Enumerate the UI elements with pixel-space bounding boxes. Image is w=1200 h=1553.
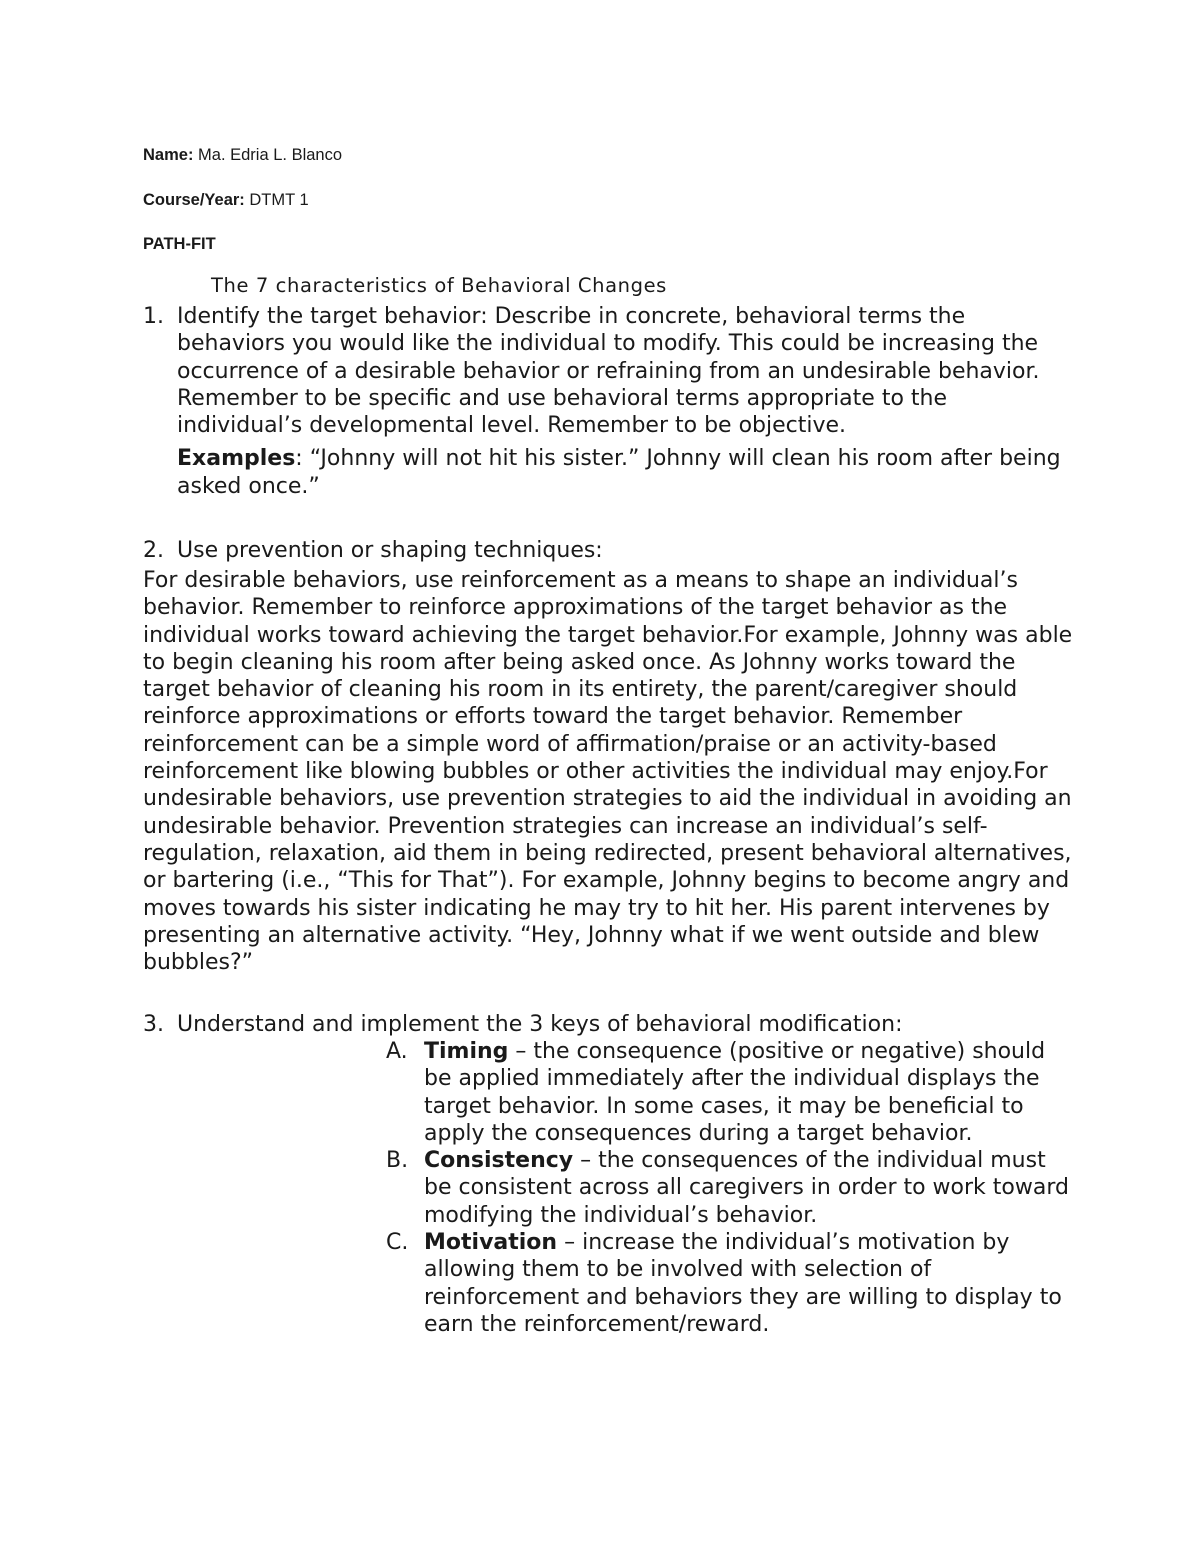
course-value: DTMT 1 (249, 191, 309, 209)
student-name-line (143, 146, 342, 165)
sub-item-text (424, 1147, 1076, 1229)
sub-item-term: Motivation (424, 1230, 558, 1256)
course-label: Course/Year: (143, 191, 245, 209)
sub-item-term: Timing (424, 1039, 509, 1064)
examples-label: Examples (177, 446, 296, 472)
item-heading: Understand and implement the 3 keys of behavioral modification: (177, 1012, 903, 1037)
item-paragraph: For desirable behaviors, use reinforcement as a means to shape an individual’s behavior. Remember to reinforce approximations of the target behavior as the individual works toward achieving the target behavior.For example, Johnny was able to begin cleaning his room after being asked once. As Johnny works toward the target behavior of cleaning his room in its entirety, the parent/caregiver should reinforce approximations or efforts toward the target behavior. Remember reinforcement can be a simple word of affirmation/praise or an activity-based reinforcement like blowing bubbles or other activities the individual may enjoy.For undesirable behaviors, use prevention strategies to aid the individual in avoiding an undesirable behavior. Prevention strategies can increase an individual’s self-regulation, relaxation, aid them in being redirected, present behavioral alternatives, or bartering (i.e., “This for That”). For example, Johnny begins to become angry and moves towards his sister indicating he may try to hit her. His parent intervenes by presenting an alternative activity. “Hey, Johnny what if we went outside and blew bubbles?” (143, 568, 1073, 976)
sub-item-consistency (386, 1147, 1076, 1229)
document-title: The 7 characteristics of Behavioral Changes (211, 274, 667, 297)
sub-item-motivation (386, 1229, 1076, 1338)
subject-label: PATH-FIT (143, 235, 216, 253)
sub-item-text (424, 1229, 1076, 1338)
item-number: 1. (143, 304, 164, 329)
item-body (177, 303, 1077, 500)
sub-item-description: – the consequences of the individual must be consistent across all caregivers in order to work toward modifying the individual’s behavior. (424, 1148, 1069, 1228)
name-label: Name: (143, 146, 194, 164)
examples-line (177, 445, 1077, 500)
sub-item-timing (386, 1038, 1076, 1147)
sub-item-text (424, 1038, 1076, 1147)
sub-item-term: Consistency (424, 1148, 574, 1174)
sub-item-letter: C. (386, 1230, 409, 1256)
sub-item-letter: A. (386, 1039, 408, 1064)
sub-item-description: – the consequence (positive or negative) should be applied immediately after the individual displays the target behavior. In some cases, it may be beneficial to apply the consequences during a target behavior. (424, 1039, 1046, 1146)
subject-line (143, 235, 216, 254)
item-heading: Use prevention or shaping techniques: (177, 538, 603, 563)
name-value: Ma. Edria L. Blanco (198, 146, 343, 164)
item-text: Identify the target behavior: Describe in concrete, behavioral terms the behaviors you would like the individual to modify. This could be increasing the occurrence of a desirable behavior or refraining from an undesirable behavior. Remember to be specific and use behavioral terms appropriate to the individual’s developmental level. Remember to be objective. (177, 304, 1040, 439)
item-number: 2. (143, 538, 164, 563)
sub-list (386, 1038, 1076, 1338)
item-number: 3. (143, 1012, 164, 1037)
course-year-line (143, 191, 309, 210)
sub-item-letter: B. (386, 1148, 409, 1174)
sub-item-description: – increase the individual’s motivation by allowing them to be involved with selection of reinforcement and behaviors they are willing to display to earn the reinforcement/reward. (424, 1230, 1062, 1337)
examples-text: : “Johnny will not hit his sister.” Johnny will clean his room after being asked once.” (177, 446, 1061, 499)
